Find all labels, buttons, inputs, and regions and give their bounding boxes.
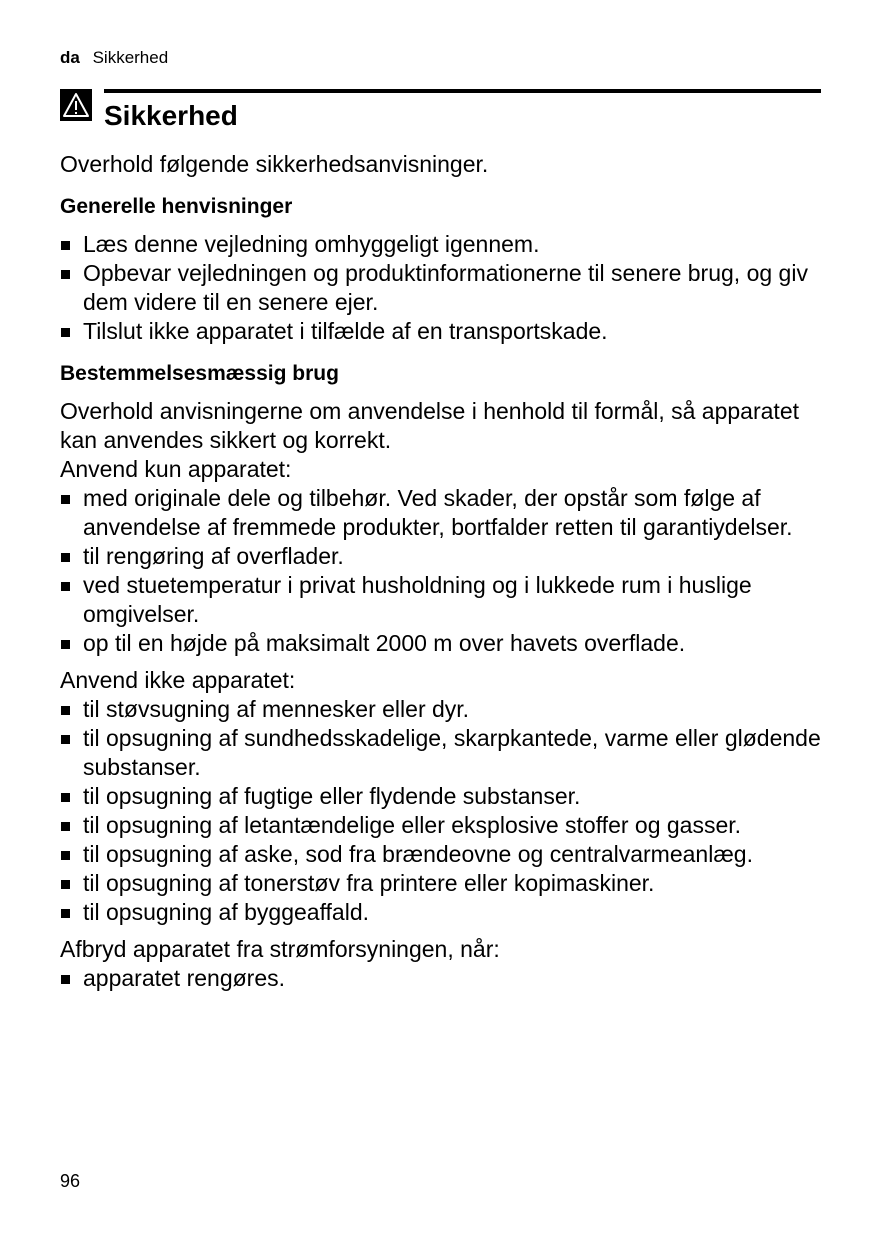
list-item: til opsugning af letantændelige eller eksplosive stoffer og gasser. — [60, 811, 822, 840]
list-item: til opsugning af fugtige eller flydende substanser. — [60, 782, 822, 811]
list-item: med originale dele og tilbehør. Ved skader, der opstår som følge af anvendelse af fremmede produkter, bortfalder retten til garantiydelser. — [60, 484, 822, 542]
use-label: Anvend kun apparatet: — [60, 456, 292, 482]
safety-content — [60, 150, 822, 993]
list-item: op til en højde på maksimalt 2000 m over havets overflade. — [60, 629, 822, 658]
general-heading: Generelle henvisninger — [60, 195, 293, 218]
list-item: til støvsugning af mennesker eller dyr. — [60, 695, 822, 724]
list-item: til opsugning af sundhedsskadelige, skarpkantede, varme eller glødende substanser. — [60, 724, 822, 782]
list-item: Opbevar vejledningen og produktinformationerne til senere brug, og giv dem videre til en senere ejer. — [60, 259, 822, 317]
disconnect-label: Afbryd apparatet fra strømforsyningen, når: — [60, 936, 500, 962]
list-item: til opsugning af byggeaffald. — [60, 898, 822, 927]
warning-icon — [60, 89, 92, 121]
list-item: ved stuetemperatur i privat husholdning og i lukkede rum i huslige omgivelser. — [60, 571, 822, 629]
dont-use-list — [60, 695, 822, 927]
intended-use-intro: Overhold anvisningerne om anvendelse i henhold til formål, så apparatet kan anvendes sikkert og korrekt. — [60, 398, 799, 453]
header-section: Sikkerhed — [92, 48, 169, 67]
list-item: Tilslut ikke apparatet i tilfælde af en transportskade. — [60, 317, 822, 346]
intended-use-heading: Bestemmelsesmæssig brug — [60, 362, 339, 385]
intro-text: Overhold følgende sikkerhedsanvisninger. — [60, 151, 489, 177]
list-item: til opsugning af aske, sod fra brændeovne og centralvarmeanlæg. — [60, 840, 822, 869]
page-number: 96 — [60, 1171, 81, 1191]
dont-use-label: Anvend ikke apparatet: — [60, 667, 296, 693]
running-header — [60, 48, 168, 68]
disconnect-list — [60, 964, 822, 993]
use-list — [60, 484, 822, 658]
language-code: da — [60, 48, 80, 67]
list-item: apparatet rengøres. — [60, 964, 822, 993]
list-item: til opsugning af tonerstøv fra printere eller kopimaskiner. — [60, 869, 822, 898]
page-title: Sikkerhed — [104, 100, 238, 131]
general-list — [60, 230, 822, 346]
list-item: til rengøring af overflader. — [60, 542, 822, 571]
title-rule — [104, 89, 821, 93]
list-item: Læs denne vejledning omhyggeligt igennem. — [60, 230, 822, 259]
